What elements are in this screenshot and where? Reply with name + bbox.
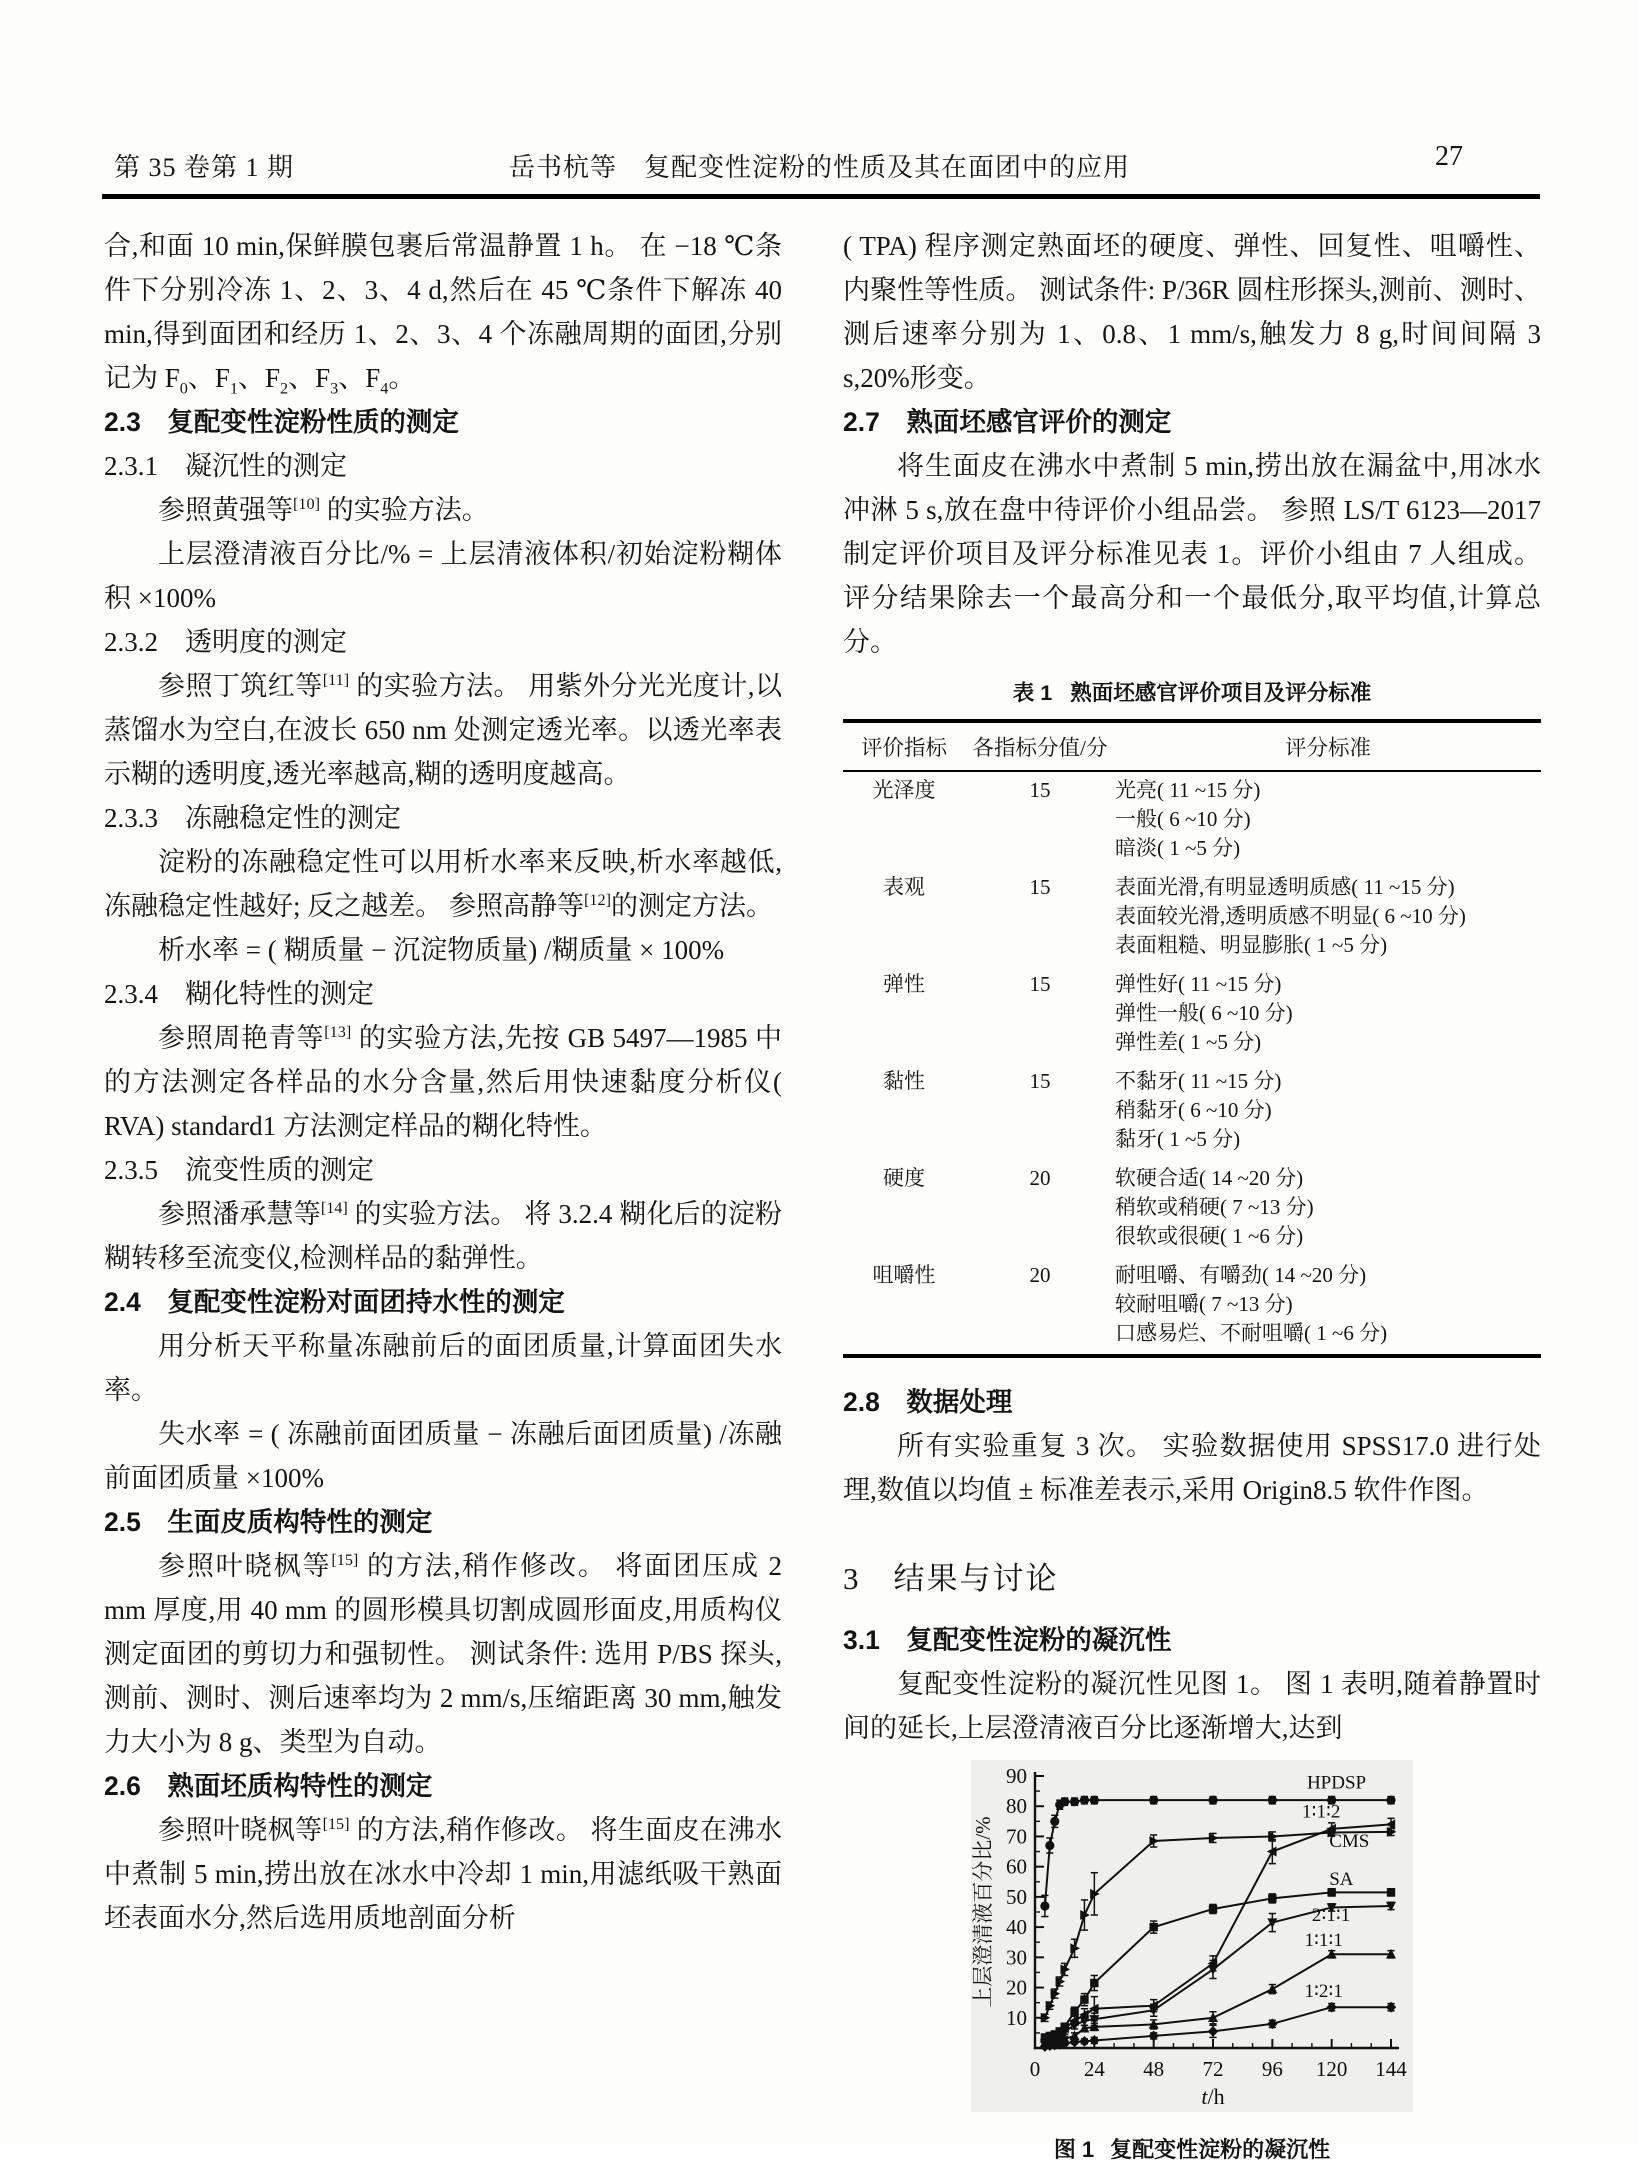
text-run: 、F xyxy=(187,363,230,393)
text-run: 参照黄强等 xyxy=(158,495,293,525)
criteria-line: 暗淡( 1 ~5 分) xyxy=(1115,836,1241,860)
text-run: 所有实验重复 3 次。 实验数据使用 SPSS17.0 进行处理,数值以均值 ± 标准差表示,采用 Origin8.5 软件作图。 xyxy=(843,1431,1541,1505)
citation-ref: [15] xyxy=(322,1815,350,1833)
text-run: 上层澄清液百分比/% = 上层清液体积/初始淀粉糊体积 ×100% xyxy=(104,539,782,613)
table-row xyxy=(843,966,1541,1063)
journal-issue: 第 35 卷第 1 期 xyxy=(114,153,295,182)
paragraph xyxy=(843,1662,1541,1750)
text-run: 的方法,稍作修改。 将生面皮在沸水中煮制 5 min,捞出放在冰水中冷却 1 min,用滤纸吸干熟面坯表面水分,然后选用质地剖面分析 xyxy=(104,1815,783,1933)
criteria-line: 耐咀嚼、有嚼劲( 14 ~20 分) xyxy=(1115,1263,1367,1287)
subscript: 2 xyxy=(280,379,289,398)
cell-indicator: 光泽度 xyxy=(872,778,936,802)
cell-criteria xyxy=(1115,1261,1541,1348)
criteria-line: 不黏牙( 11 ~15 分) xyxy=(1115,1069,1282,1093)
cell-score: 20 xyxy=(1029,1263,1051,1287)
y-tick-label: 70 xyxy=(1006,1824,1027,1849)
text-run: 将生面皮在沸水中煮制 5 min,捞出放在漏盆中,用冰水冲淋 5 s,放在盘中待评价小组品尝。 参照 LS/T 6123—2017 制定评价项目及评分标准见表 1。评价小组由 7 人组成。 评分结果除去一个最高分和一个最低分,取平均值,计算总分。 xyxy=(843,451,1541,657)
text-run: 。 xyxy=(388,363,416,393)
y-tick-label: 30 xyxy=(1006,1945,1027,1970)
citation-ref: [15] xyxy=(331,1551,359,1569)
criteria-line: 软硬合适( 14 ~20 分) xyxy=(1115,1166,1304,1190)
table-header-indicator: 评价指标 xyxy=(860,736,947,760)
paragraph xyxy=(104,1016,782,1148)
criteria-line: 稍软或稍硬( 7 ~13 分) xyxy=(1115,1195,1314,1219)
subscript: 1 xyxy=(229,379,238,398)
table-grid xyxy=(843,719,1541,1358)
table-title-text: 熟面坯感官评价项目及评分标准 xyxy=(1070,681,1372,705)
series-label-1∶2∶1: 1∶2∶1 xyxy=(1304,1981,1343,2003)
paragraph xyxy=(843,444,1541,664)
sensory-evaluation-table xyxy=(843,676,1541,1358)
figure-caption xyxy=(971,2133,1413,2164)
paragraph xyxy=(104,840,782,928)
cell-indicator: 咀嚼性 xyxy=(872,1263,936,1287)
criteria-line: 较耐咀嚼( 7 ~13 分) xyxy=(1115,1292,1293,1316)
x-axis-label: t/h xyxy=(1201,2084,1225,2109)
paragraph xyxy=(104,532,782,620)
heading-h1: 3 结果与讨论 xyxy=(843,1561,1059,1596)
subscript: 4 xyxy=(380,379,389,398)
paragraph xyxy=(104,928,782,972)
y-tick-label: 50 xyxy=(1006,1884,1027,1909)
table-header-row xyxy=(843,723,1541,772)
y-axis-label: 上层澄清液百分比/% xyxy=(971,1816,995,2008)
text-run: 、F xyxy=(288,363,331,393)
heading-h2: 2.3 复配变性淀粉性质的测定 xyxy=(104,407,459,437)
criteria-line: 黏牙( 1 ~5 分) xyxy=(1115,1127,1241,1151)
text-run: 参照周艳青等 xyxy=(158,1023,325,1053)
heading-h3: 2.3.2 透明度的测定 xyxy=(104,627,347,657)
table-row xyxy=(843,1257,1541,1354)
paragraph xyxy=(843,1424,1541,1512)
table-title xyxy=(843,676,1541,707)
x-tick-label: 24 xyxy=(1083,2057,1105,2081)
heading-h3: 2.3.5 流变性质的测定 xyxy=(104,1155,374,1185)
text-run: 参照丁筑红等 xyxy=(158,671,323,701)
paragraph xyxy=(104,488,782,532)
x-tick-label: 0 xyxy=(1029,2057,1041,2081)
cell-indicator: 硬度 xyxy=(883,1166,925,1190)
cell-criteria xyxy=(1115,873,1541,960)
criteria-line: 弹性差( 1 ~5 分) xyxy=(1115,1030,1262,1054)
x-tick-label: 120 xyxy=(1315,2057,1348,2081)
cell-criteria xyxy=(1115,1067,1541,1154)
citation-ref: [14] xyxy=(320,1199,348,1217)
paragraph xyxy=(104,664,782,796)
cell-indicator: 表观 xyxy=(883,875,925,899)
left-column xyxy=(104,224,782,1940)
table-title-prefix: 表 1 xyxy=(1012,681,1053,705)
figure-caption-prefix: 图 1 xyxy=(1053,2137,1095,2162)
heading-h2: 2.5 生面皮质构特性的测定 xyxy=(104,1507,433,1537)
citation-ref: [10] xyxy=(293,495,320,513)
paragraph xyxy=(104,1192,782,1280)
criteria-line: 表面光滑,有明显透明质感( 11 ~15 分) xyxy=(1115,875,1455,899)
text-run: 用分析天平称量冻融前后的面团质量,计算面团失水率。 xyxy=(104,1331,782,1405)
y-tick-label: 20 xyxy=(1006,1975,1027,2000)
criteria-line: 稍黏牙( 6 ~10 分) xyxy=(1115,1098,1272,1122)
cell-score: 15 xyxy=(1029,875,1051,899)
x-tick-label: 144 xyxy=(1375,2057,1407,2081)
subscript: 3 xyxy=(330,379,339,398)
text-run: 的实验方法。 用紫外分光光度计,以蒸馏水为空白,在波长 650 nm 处测定透光率。以透光率表示糊的透明度,透光率越高,糊的透明度越高。 xyxy=(104,671,783,789)
heading-h2: 2.8 数据处理 xyxy=(843,1387,1013,1417)
heading-h2: 3.1 复配变性淀粉的凝沉性 xyxy=(843,1625,1172,1655)
text-run: 的实验方法,先按 GB 5497—1985 中的方法测定各样品的水分含量,然后用快速黏度分析仪( RVA) standard1 方法测定样品的糊化特性。 xyxy=(104,1023,783,1141)
paragraph xyxy=(104,224,782,400)
criteria-line: 口感易烂、不耐咀嚼( 1 ~6 分) xyxy=(1115,1321,1388,1345)
cell-criteria xyxy=(1115,776,1541,863)
citation-ref: [13] xyxy=(324,1023,352,1041)
table-header-score: 各指标分值/分 xyxy=(972,736,1108,760)
paragraph xyxy=(104,1324,782,1412)
table-body xyxy=(843,772,1541,1354)
table-header-criteria: 评分标准 xyxy=(1284,736,1371,760)
text-run: 的实验方法。 将 3.2.4 糊化后的淀粉糊转移至流变仪,检测样品的黏弹性。 xyxy=(104,1199,783,1273)
cell-indicator: 弹性 xyxy=(883,972,925,996)
x-tick-label: 72 xyxy=(1202,2057,1224,2081)
paragraph xyxy=(104,1544,782,1764)
criteria-line: 弹性好( 11 ~15 分) xyxy=(1115,972,1282,996)
text-run: 参照叶晓枫等 xyxy=(158,1551,332,1581)
text-run: 失水率 = ( 冻融前面团质量 − 冻融后面团质量) /冻融前面团质量 ×100% xyxy=(104,1419,782,1493)
paragraph xyxy=(843,224,1541,400)
text-run: 、F xyxy=(338,363,381,393)
citation-ref: [12] xyxy=(584,891,611,909)
cell-criteria xyxy=(1115,1164,1541,1251)
table-row xyxy=(843,1063,1541,1160)
heading-h2: 2.4 复配变性淀粉对面团持水性的测定 xyxy=(104,1287,565,1317)
x-tick-label: 96 xyxy=(1261,2057,1283,2081)
text-run: 淀粉的冻融稳定性可以用析水率来反映,析水率越低,冻融稳定性越好; 反之越差。 参照高静等 xyxy=(104,847,782,921)
series-label-1∶1∶2: 1∶1∶2 xyxy=(1302,1801,1341,1823)
cell-indicator: 黏性 xyxy=(883,1069,925,1093)
citation-ref: [11] xyxy=(322,671,350,689)
y-tick-label: 90 xyxy=(1006,1764,1027,1788)
series-label-HPDSP: HPDSP xyxy=(1306,1772,1367,1794)
cell-score: 15 xyxy=(1029,1069,1051,1093)
text-run: 的实验方法。 xyxy=(319,495,489,525)
criteria-line: 一般( 6 ~10 分) xyxy=(1115,807,1251,831)
sedimentation-chart xyxy=(971,1760,1413,2117)
figure-1 xyxy=(971,1760,1413,2164)
series-label-CMS: CMS xyxy=(1329,1831,1370,1853)
right-column-bottom xyxy=(843,1380,1541,1750)
criteria-line: 弹性一般( 6 ~10 分) xyxy=(1115,1001,1293,1025)
criteria-line: 表面粗糙、明显膨胀( 1 ~5 分) xyxy=(1115,933,1388,957)
text-run: 复配变性淀粉的凝沉性见图 1。 图 1 表明,随着静置时间的延长,上层澄清液百分比逐渐增大,达到 xyxy=(843,1669,1541,1743)
y-tick-label: 10 xyxy=(1006,2005,1027,2030)
heading-h3: 2.3.1 凝沉性的测定 xyxy=(104,451,347,481)
y-tick-label: 40 xyxy=(1006,1915,1027,1940)
text-run: 参照叶晓枫等 xyxy=(158,1815,323,1845)
text-run: 合,和面 10 min,保鲜膜包裹后常温静置 1 h。 在 −18 ℃条件下分别冷冻 1、2、3、4 d,然后在 45 ℃条件下解冻 40 min,得到面团和经历 1、2、3、4 个冻融周期的面团,分别记为 F xyxy=(104,231,782,393)
series-label-1∶1∶1: 1∶1∶1 xyxy=(1304,1929,1343,1951)
criteria-line: 很软或很硬( 1 ~6 分) xyxy=(1115,1224,1304,1248)
text-run: 、F xyxy=(238,363,281,393)
line-chart-svg xyxy=(971,1760,1413,2112)
subscript: 0 xyxy=(179,379,188,398)
y-tick-label: 80 xyxy=(1006,1794,1027,1819)
criteria-line: 光亮( 11 ~15 分) xyxy=(1115,778,1261,802)
heading-h2: 2.6 熟面坯质构特性的测定 xyxy=(104,1771,433,1801)
text-run: 的测定方法。 xyxy=(610,891,773,921)
heading-h2: 2.7 熟面坯感官评价的测定 xyxy=(843,407,1172,437)
table-row xyxy=(843,1160,1541,1257)
running-title: 岳书杭等 复配变性淀粉的性质及其在面团中的应用 xyxy=(508,153,1130,182)
heading-h3: 2.3.4 糊化特性的测定 xyxy=(104,979,374,1009)
cell-criteria xyxy=(1115,970,1541,1057)
right-column xyxy=(843,224,1541,2164)
criteria-line: 表面较光滑,透明质感不明显( 6 ~10 分) xyxy=(1115,904,1466,928)
x-tick-label: 48 xyxy=(1143,2057,1165,2081)
right-column-top xyxy=(843,224,1541,664)
table-row xyxy=(843,869,1541,966)
paragraph xyxy=(104,1808,782,1940)
text-run: 的方法,稍作修改。 将面团压成 2 mm 厚度,用 40 mm 的圆形模具切割成圆形面皮,用质构仪测定面团的剪切力和强韧性。 测试条件: 选用 P/BS 探头,测前、测时、测后速率均为 2 mm/s,压缩距离 30 mm,触发力大小为 8 g、类型为自动。 xyxy=(104,1551,783,1757)
cell-score: 15 xyxy=(1029,972,1051,996)
series-label-SA: SA xyxy=(1329,1868,1354,1890)
text-run: ( TPA) 程序测定熟面坯的硬度、弹性、回复性、咀嚼性、内聚性等性质。 测试条件: P/36R 圆柱形探头,测前、测时、测后速率分别为 1、0.8、1 mm/s,触发力 8 g,时间间隔 3 s,20%形变。 xyxy=(843,231,1541,393)
paragraph xyxy=(104,1412,782,1500)
heading-h3: 2.3.3 冻融稳定性的测定 xyxy=(104,803,401,833)
y-tick-label: 60 xyxy=(1006,1854,1027,1879)
series-label-2∶1∶1: 2∶1∶1 xyxy=(1311,1905,1351,1927)
cell-score: 15 xyxy=(1029,778,1051,802)
text-run: 参照潘承慧等 xyxy=(158,1199,321,1229)
table-row xyxy=(843,772,1541,869)
figure-caption-text: 复配变性淀粉的凝沉性 xyxy=(1110,2137,1331,2162)
page-number: 27 xyxy=(1435,141,1463,172)
header-rule xyxy=(102,194,1540,199)
text-run: 析水率 = ( 糊质量 − 沉淀物质量) /糊质量 × 100% xyxy=(158,935,725,965)
cell-score: 20 xyxy=(1029,1166,1051,1190)
